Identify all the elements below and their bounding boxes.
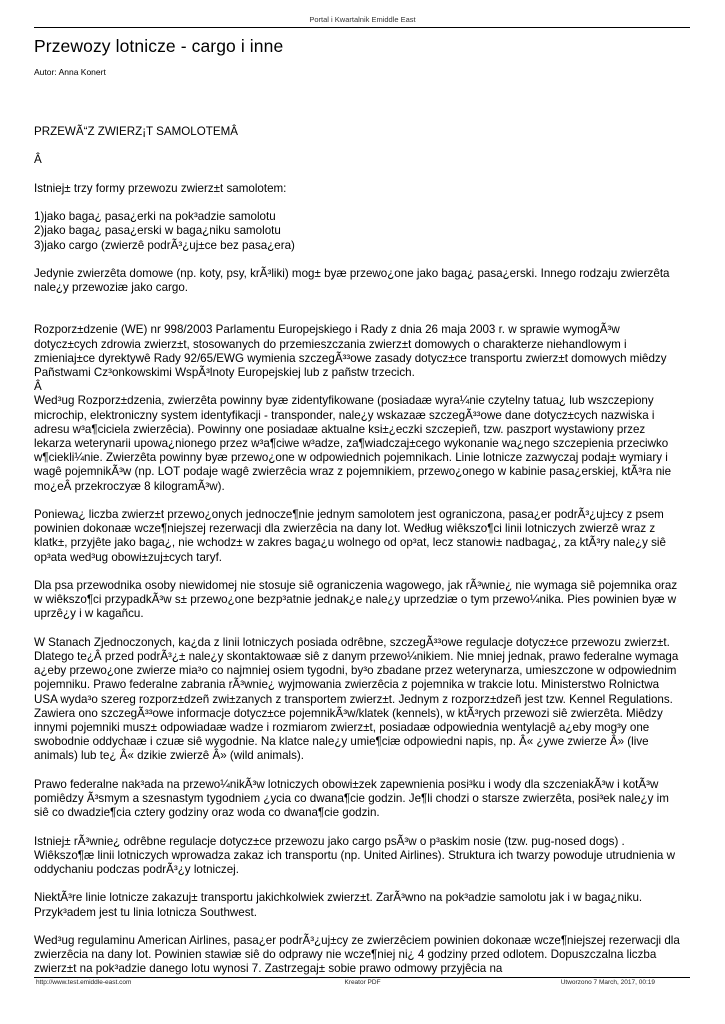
footer-divider [34, 977, 690, 978]
footer-created-date: Utworzono 7 March, 2017, 00:19 [560, 979, 655, 986]
paragraph: Istniej± trzy formy przewozu zwierz±t samolotem: [34, 181, 287, 195]
paragraph: Wed³ug regulaminu American Airlines, pasa¿er podrÃ³¿uj±cy ze zwierzêciem powinien dokonaæ wcze¶niejszej rezerwacji dla zwierzêcia na dany lot. Powinien stawiæ siê do odprawy nie wcze¶niej ni¿ 4 godziny przed odlotem. Dopuszczalna liczba zwierz±t na pok³adzie danego lotu wynosi 7. Zastrzegaj± sobie prawo odmowy przyjêcia na [34, 934, 680, 976]
paragraph: NiektÃ³re linie lotnicze zakazuj± transportu jakichkolwiek zwierz±t. ZarÃ³wno na pok³adzie samolotu jak i w baga¿niku. Przyk³adem jest tu linia lotnicza Southwest. [34, 891, 643, 919]
paragraph: Â [34, 153, 42, 167]
paragraph: W Stanach Zjednoczonych, ka¿da z linii lotniczych posiada odrêbne, szczegÃ³³owe regulacje dotycz±ce przewozu zwierz±t. Dlatego te¿Â przed podrÃ³¿± nale¿y skontaktowaæ siê z danym przewo¼nikiem. Nie mniej jednak, prawo federalne wymaga a¿eby przewo¿one zwierze mia³o co najmniej osiem tygodni, by³o zbadane przez weterynarza, umieszczone w odpowiednim pojemniku. Prawo federalne zabrania rÃ³wnie¿ wyjmowania zwierzêcia z pojemnika w trakcie lotu. Ministerstwo Rolnictwa USA wyda³o szereg rozporz±dzeñ zwi±zanych z transportem zwierz±t. Jednym z rozporz±dzeñ jest tzw. Kennel Regulations. Zawiera ono szczegÃ³³owe informacje dotycz±ce pojemnikÃ³w/klatek (kennels), w ktÃ³rych przewozi siê zwierzêta. Miêdzy innymi pojemniki musz± odpowiadaæ wadze i rozmiarom zwierz±t, posiadaæ odpowiednia wentylacjê a¿eby mog³y one swobodnie oddychaæ i czuæ siê wygodnie. Na klatce nale¿y umie¶ciæ odpowiedni napis, np. Â« ¿ywe zwierze Â» (live animals) lub te¿ Â« dzikie zwierzê Â» (wild animals). [34, 635, 679, 763]
footer-url: http://www.test.emiddle-east.com [36, 979, 132, 986]
list-paragraph: 1)jako baga¿ pasa¿erki na pok³adzie samolotu 2)jako baga¿ pasa¿erski w baga¿niku samolotu 3)jako cargo (zwierzê podrÃ³¿uj±ce bez pasa¿era) [34, 210, 295, 252]
paragraph: Rozporz±dzenie (WE) nr 998/2003 Parlamentu Europejskiego i Rady z dnia 26 maja 2003 r. w sprawie wymogÃ³w dotycz±cych zdrowia zwierz±t, stosowanych do przemieszczania zwierz±t domowych o charakterze niehandlowym i zmieniaj±ce dyrektywê Rady 92/65/EWG wymienia szczegÃ³³owe zasady dotycz±ce transportu zwierz±t domowych miêdzy Pañstwami Cz³onkowskimi WspÃ³lnoty Europejskiej lub z pañstw trzecich. Â Wed³ug Rozporz±dzenia, zwierzêta powinny byæ zidentyfikowane (posiadaæ wyra¼nie czytelny tatua¿ lub wszczepiony microchip, elektroniczny system identyfikacji - transponder, nale¿y wskazaæ szczegÃ³³owe dane dotycz±cych nazwiska i adresu w³a¶ciciela zwierzêcia). Powinny one posiadaæ aktualne ksi±¿eczki szczepieñ, tzw. paszport wystawiony przez lekarza weterynarii upowa¿nionego przez w³a¶ciwe w³adze, za¶wiadczaj±cego wykonanie wa¿nego szczepienia przeciwko w¶ciekli¼nie. Zwierzêta powinny byæ przewo¿one w odpowiednich pojemnikach. Linie lotnicze zazwyczaj podaj± wymiary i wagê pojemnikÃ³w (np. LOT podaje wagê zwierzêcia wraz z pojemnikiem, przewo¿onego w kabinie pasa¿erskiej, ktÃ³ra nie mo¿eÂ przekroczyæ 8 kilogramÃ³w). [34, 323, 672, 493]
paragraph: Prawo federalne nak³ada na przewo¼nikÃ³w lotniczych obowi±zek zapewnienia posi³ku i wody dla szczeniakÃ³w i kotÃ³w pomiêdzy Ã³smym a szesnastym tygodniem ¿ycia co dwana¶cie godzin. Je¶li chodzi o starsze zwierzêta, posi³ek nale¿y im siê co dwadzie¶cia cztery godziny oraz woda co dwana¶cie godzin. [34, 777, 669, 820]
article-author: Autor: Anna Konert [34, 67, 106, 77]
article-title: Przewozy lotnicze - cargo i inne [34, 36, 284, 56]
paragraph: Poniewa¿ liczba zwierz±t przewo¿onych jednocze¶nie jednym samolotem jest ograniczona, pasa¿er podrÃ³¿uj±cy z psem powinien dokonaæ wcze¶niejszej rezerwacji dla zwierzêcia na dany lot. Według wiêkszo¶ci linii lotniczych zwierzê wraz z klatk±, przyjête jako baga¿, nie wchodz± w zakres baga¿u wolnego od op³at, lecz stanowi± nadbaga¿, za ktÃ³ry nale¿y siê op³ata wed³ug obowi±zuj±cych taryf. [34, 508, 666, 564]
article-body [34, 125, 684, 991]
paragraph: Istniej± rÃ³wnie¿ odrêbne regulacje dotycz±ce przewozu jako cargo psÃ³w o p³askim nosie (tzw. pug-nosed dogs) . Wiêkszo¶æ linii lotniczych wprowadza zakaz ich transportu (np. United Airlines). Struktura ich twarzy powoduje utrudnienia w oddychaniu podczas podrÃ³¿y lotniczej. [34, 834, 675, 877]
section-heading: PRZEWÃ“Z ZWIERZ¡T SAMOLOTEMÂ [34, 125, 238, 138]
header-divider [34, 27, 690, 28]
footer-area [0, 990, 725, 1024]
paragraph: Dla psa przewodnika osoby niewidomej nie stosuje siê ograniczenia wagowego, jak rÃ³wnie¿ nie wymaga siê pojemnika oraz w wiêkszo¶ci przypadkÃ³w s± przewo¿one bezp³atnie jednak¿e nale¿y uprzedziæ o tym przewo¼nika. Pies powinien byæ w uprzê¿y i w kagañcu. [34, 579, 678, 621]
portal-header: Portal i Kwartalnik Emiddle East [309, 15, 416, 24]
footer-generator: Kreator PDF [344, 979, 381, 986]
paragraph: Jedynie zwierzêta domowe (np. koty, psy, krÃ³liki) mog± byæ przewo¿one jako baga¿ pasa¿erski. Innego rodzaju zwierzêta nale¿y przewoziæ jako cargo. [34, 266, 670, 295]
